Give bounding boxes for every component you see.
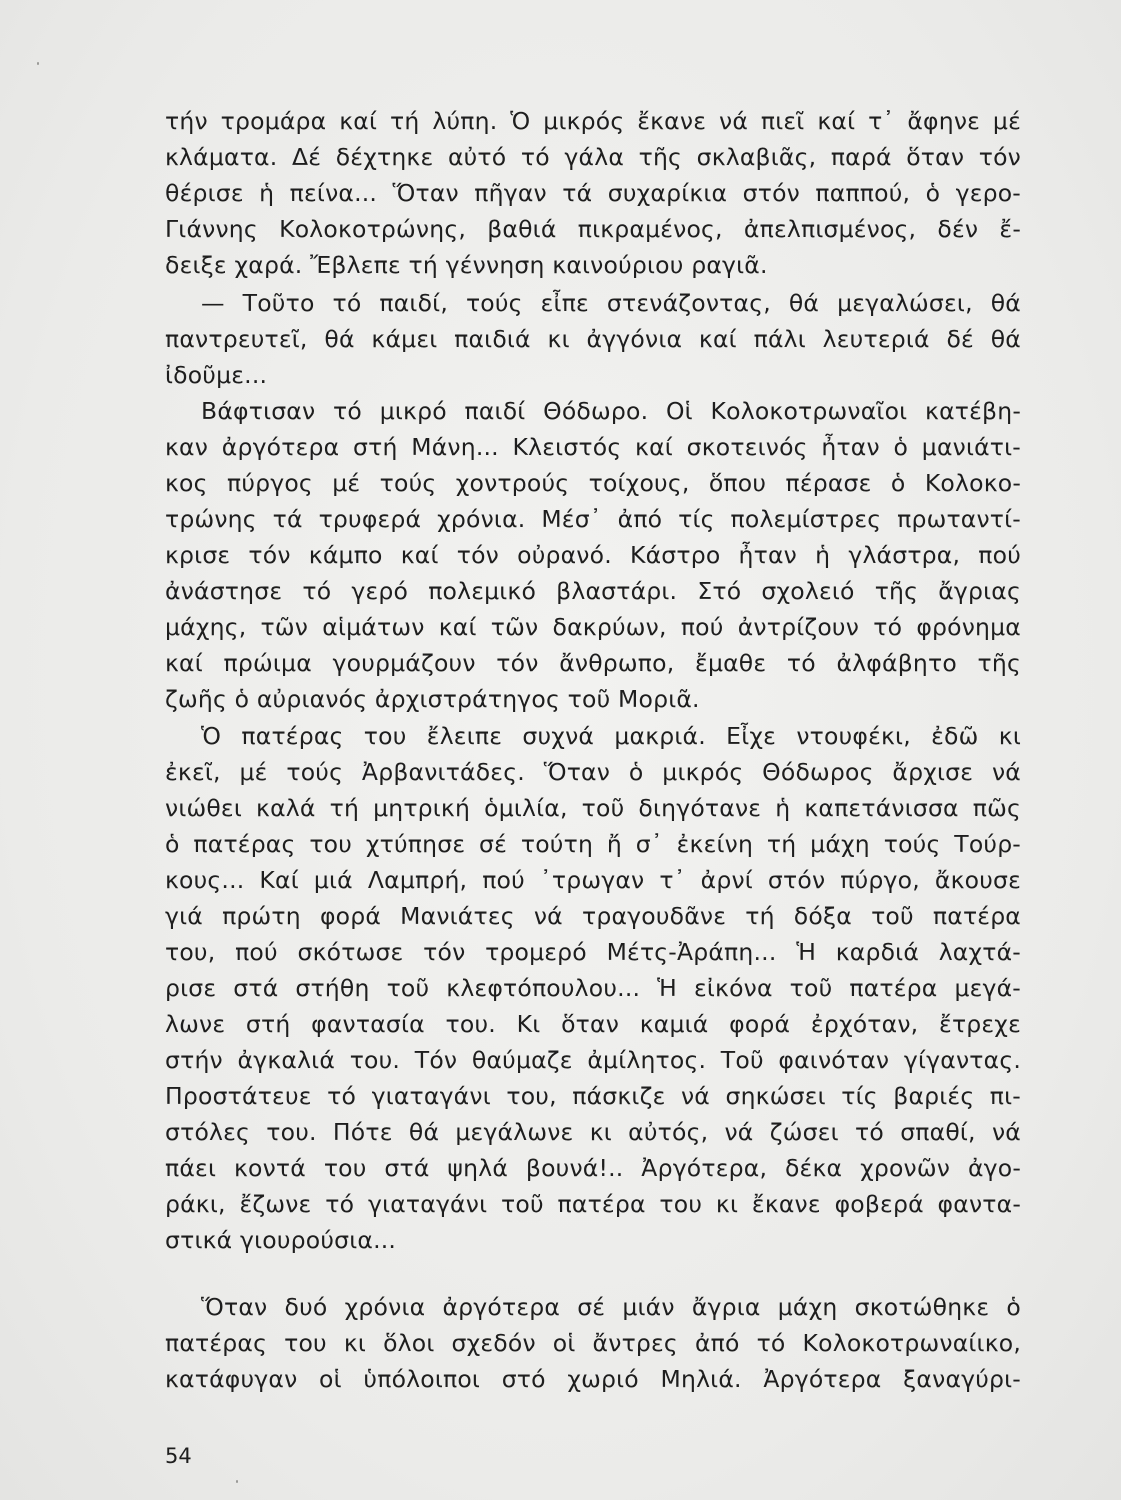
text-line: καί πρώιμα γουρμάζουν τόν ἄνθρωπο, ἔμαθε τό ἀλφάβητο τῆς [165, 649, 1021, 677]
text-line: στόλες του. Πότε θά μεγάλωνε κι αὐτός, νά ζώσει τό σπαθί, νά [165, 1118, 1021, 1146]
text-line: του, πού σκότωσε τόν τρομερό Μέτς-Ἀράπη... Ἡ καρδιά λαχτά- [165, 938, 1021, 966]
paper-speck [236, 1480, 238, 1483]
text-line: Βάφτισαν τό μικρό παιδί Θόδωρο. Οἱ Κολοκοτρωναῖοι κατέβη- [201, 397, 1021, 425]
text-line: κρισε τόν κάμπο καί τόν οὐρανό. Κάστρο ἦταν ἡ γλάστρα, πού [165, 541, 1021, 569]
text-line: Γιάννης Κολοκοτρώνης, βαθιά πικραμένος, ἀπελπισμένος, δέν ἔ- [165, 215, 1021, 243]
text-line: ὁ πατέρας του χτύπησε σέ τούτη ἤ σ᾽ ἐκείνη τή μάχη τούς Τούρ- [165, 830, 1021, 858]
text-line: μάχης, τῶν αἱμάτων καί τῶν δακρύων, πού ἀντρίζουν τό φρόνημα [165, 613, 1021, 641]
text-line: ρισε στά στήθη τοῦ κλεφτόπουλου... Ἡ εἰκόνα τοῦ πατέρα μεγά- [165, 974, 1021, 1002]
text-line: στήν ἀγκαλιά του. Τόν θαύμαζε ἀμίλητος. Τοῦ φαινόταν γίγαντας. [165, 1046, 1021, 1074]
text-line: ράκι, ἔζωνε τό γιαταγάνι τοῦ πατέρα του κι ἔκανε φοβερά φαντα- [165, 1190, 1021, 1218]
text-line: Ὅταν δυό χρόνια ἀργότερα σέ μιάν ἄγρια μάχη σκοτώθηκε ὁ [201, 1293, 1021, 1321]
text-line: ἰδοῦμε... [165, 361, 268, 389]
text-line: τήν τρομάρα καί τή λύπη. Ὁ μικρός ἔκανε νά πιεῖ καί τ᾽ ἄφηνε μέ [165, 107, 1021, 135]
text-line: ἐκεῖ, μέ τούς Ἀρβανιτάδες. Ὅταν ὁ μικρός Θόδωρος ἄρχισε νά [165, 758, 1021, 786]
paper-speck [37, 62, 39, 65]
text-line: κλάματα. Δέ δέχτηκε αὐτό τό γάλα τῆς σκλαβιᾶς, παρά ὅταν τόν [165, 143, 1021, 171]
text-line: καν ἀργότερα στή Μάνη... Κλειστός καί σκοτεινός ἦταν ὁ μανιάτι- [165, 433, 1021, 461]
text-line: — Τοῦτο τό παιδί, τούς εἶπε στενάζοντας, θά μεγαλώσει, θά [201, 289, 1021, 317]
text-line: θέρισε ἡ πείνα... Ὅταν πῆγαν τά συχαρίκια στόν παππού, ὁ γερο- [165, 179, 1021, 207]
text-line: κατάφυγαν οἱ ὑπόλοιποι στό χωριό Μηλιά. Ἀργότερα ξαναγύρι- [165, 1365, 1021, 1393]
text-line: ἀνάστησε τό γερό πολεμικό βλαστάρι. Στό σχολειό τῆς ἄγριας [165, 577, 1021, 605]
text-line: πάει κοντά του στά ψηλά βουνά!.. Ἀργότερα, δέκα χρονῶν ἀγο- [165, 1154, 1021, 1182]
text-line: παντρευτεῖ, θά κάμει παιδιά κι ἀγγόνια καί πάλι λευτεριά δέ θά [165, 325, 1021, 353]
page-number: 54 [165, 1444, 192, 1468]
text-line: λωνε στή φαντασία του. Κι ὅταν καμιά φορά ἐρχόταν, ἔτρεχε [165, 1010, 1021, 1038]
text-line: στικά γιουρούσια... [165, 1226, 397, 1254]
text-line: κος πύργος μέ τούς χοντρούς τοίχους, ὅπου πέρασε ὁ Κολοκο- [165, 469, 1021, 497]
text-line: ζωῆς ὁ αὐριανός ἀρχιστράτηγος τοῦ Μοριᾶ. [165, 685, 700, 713]
text-line: τρώνης τά τρυφερά χρόνια. Μέσ᾽ ἀπό τίς πολεμίστρες πρωταντί- [165, 505, 1021, 533]
text-line: πατέρας του κι ὅλοι σχεδόν οἱ ἄντρες ἀπό τό Κολοκοτρωναίικο, [165, 1329, 1021, 1357]
text-line: γιά πρώτη φορά Μανιάτες νά τραγουδᾶνε τή δόξα τοῦ πατέρα [165, 902, 1021, 930]
text-line: Ὁ πατέρας του ἔλειπε συχνά μακριά. Εἶχε ντουφέκι, ἐδῶ κι [201, 722, 1021, 750]
text-line: νιώθει καλά τή μητρική ὁμιλία, τοῦ διηγότανε ἡ καπετάνισσα πῶς [165, 794, 1021, 822]
text-line: κους... Καί μιά Λαμπρή, πού ᾽τρωγαν τ᾽ ἀρνί στόν πύργο, ἄκουσε [165, 866, 1021, 894]
text-line: δειξε χαρά. Ἔβλεπε τή γέννηση καινούριου ραγιᾶ. [165, 251, 768, 279]
text-line: Προστάτευε τό γιαταγάνι του, πάσκιζε νά σηκώσει τίς βαριές πι- [165, 1082, 1021, 1110]
